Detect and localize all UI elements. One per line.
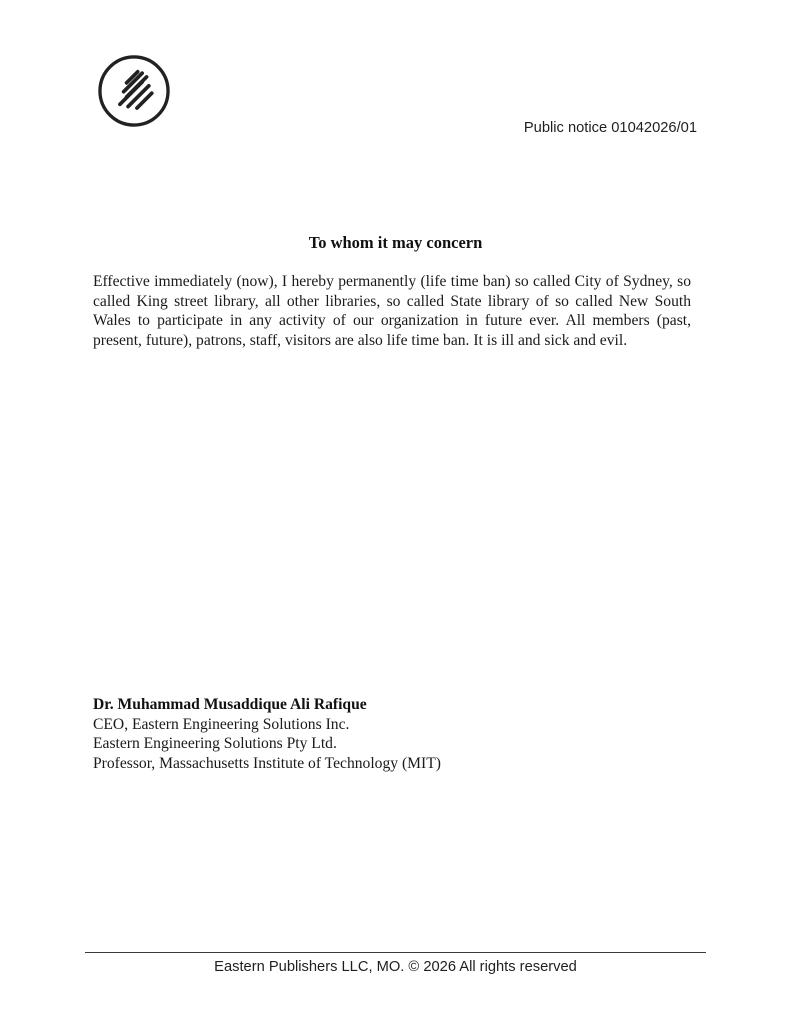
signature-block bbox=[93, 695, 441, 773]
hatched-circle-logo-icon bbox=[97, 54, 171, 128]
signature-company-line: Eastern Engineering Solutions Pty Ltd. bbox=[93, 735, 337, 753]
signature-name: Dr. Muhammad Musaddique Ali Rafique bbox=[93, 696, 367, 713]
signature-title-line: CEO, Eastern Engineering Solutions Inc. bbox=[93, 715, 350, 733]
letter-heading: To whom it may concern bbox=[308, 233, 483, 252]
footer-copyright: Eastern Publishers LLC, MO. © 2026 All rights reserved bbox=[214, 959, 577, 975]
notice-number: Public notice 01042026/01 bbox=[523, 120, 697, 136]
footer-divider bbox=[85, 952, 706, 953]
signature-professor-line: Professor, Massachusetts Institute of Technology (MIT) bbox=[93, 754, 441, 772]
letter-body-paragraph: Effective immediately (now), I hereby permanently (life time ban) so called City of Sydney, so called King street library, all other libraries, so called State library of so called New South Wales to participate in any activity of our organization in future ever. All members (past, present, future), patrons, staff, visitors are also life time ban. It is ill and sick and evil. bbox=[93, 273, 691, 349]
